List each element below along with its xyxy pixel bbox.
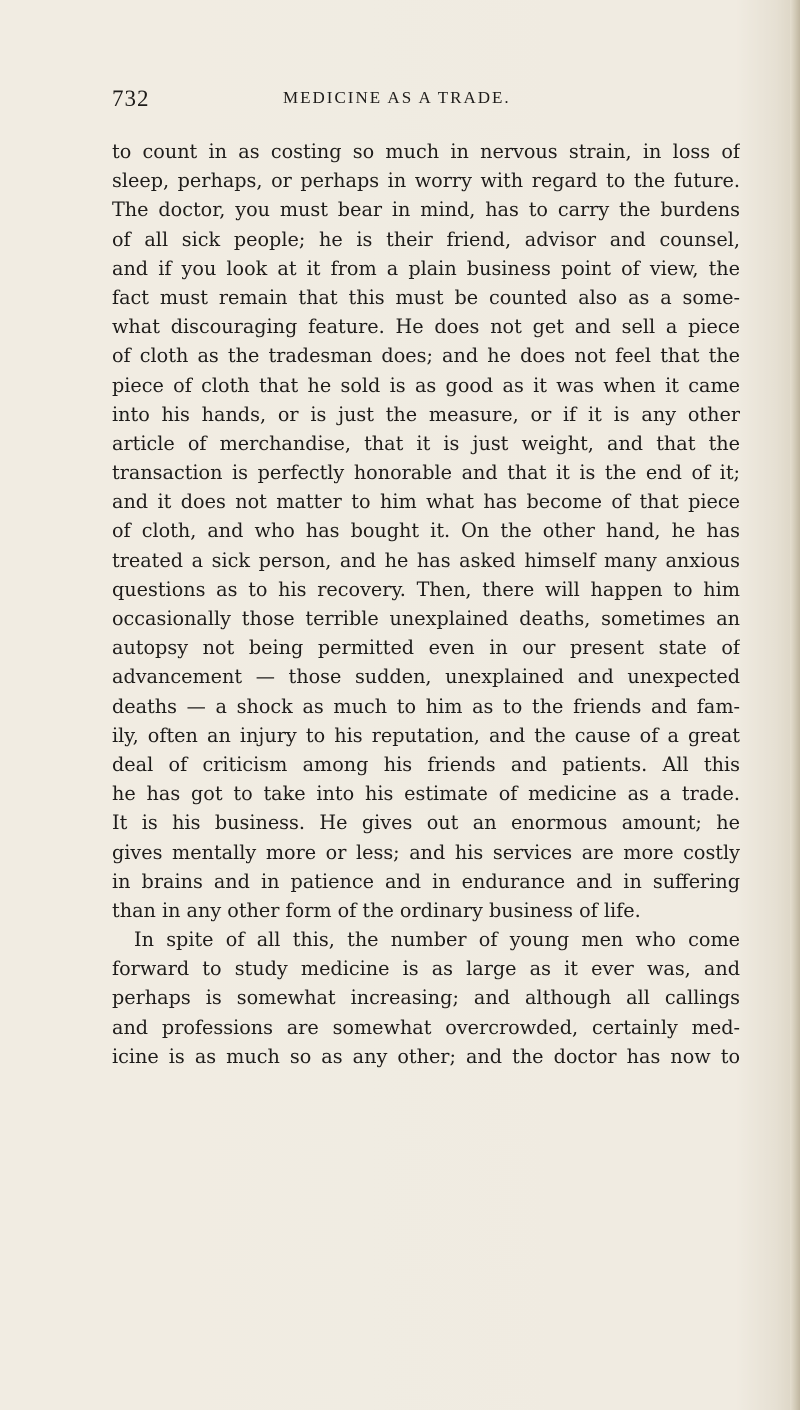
text-line: than in any other form of the ordinary business of life.: [112, 898, 641, 922]
text-line: ily, often an injury to his reputation, and the cause of a great: [112, 723, 740, 747]
text-line: what discouraging feature. He does not get and sell a piece: [112, 315, 740, 339]
text-line: and professions are somewhat overcrowded, certainly med-: [112, 1015, 740, 1039]
text-line: perhaps is somewhat increasing; and although all callings: [112, 986, 740, 1010]
text-line: article of merchandise, that it is just weight, and that the: [112, 431, 740, 455]
text-line: treated a sick person, and he has asked himself many anxious: [112, 548, 740, 572]
text-line: and if you look at it from a plain business point of view, the: [112, 256, 740, 280]
text-line: autopsy not being permitted even in our present state of: [112, 636, 740, 660]
text-line: of all sick people; he is their friend, advisor and counsel,: [112, 227, 740, 251]
body-text: [112, 137, 740, 1071]
text-line: in brains and in patience and in endurance and in suffering: [112, 869, 740, 893]
text-line: piece of cloth that he sold is as good as it was when it came: [112, 373, 740, 397]
page-edge-shadow: [790, 0, 800, 1410]
text-line: into his hands, or is just the measure, or if it is any other: [112, 402, 740, 426]
text-line: deaths — a shock as much to him as to the friends and fam-: [112, 694, 740, 718]
text-line: gives mentally more or less; and his services are more costly: [112, 840, 740, 864]
text-line: to count in as costing so much in nervous strain, in loss of: [112, 140, 740, 163]
text-line: advancement — those sudden, unexplained and unexpected: [112, 665, 740, 689]
page-number: 732: [112, 86, 150, 111]
text-line: deal of criticism among his friends and patients. All this: [112, 752, 740, 776]
text-line: It is his business. He gives out an enormous amount; he: [112, 811, 740, 835]
text-line: transaction is perfectly honorable and that it is the end of it;: [112, 461, 740, 485]
text-line: forward to study medicine is as large as it ever was, and: [112, 957, 740, 981]
page-header: [112, 86, 742, 116]
running-head: MEDICINE AS A TRADE.: [283, 88, 511, 107]
text-line: sleep, perhaps, or perhaps in worry with regard to the future.: [112, 169, 740, 193]
text-line: of cloth, and who has bought it. On the other hand, he has: [112, 519, 740, 543]
text-line: icine is as much so as any other; and the doctor has now to: [112, 1044, 740, 1068]
text-line: fact must remain that this must be counted also as a some-: [112, 285, 740, 309]
text-line: and it does not matter to him what has become of that piece: [112, 490, 740, 514]
text-line: of cloth as the tradesman does; and he does not feel that the: [112, 344, 740, 368]
text-line: The doctor, you must bear in mind, has to carry the burdens: [112, 198, 740, 222]
text-line: questions as to his recovery. Then, there will happen to him: [112, 577, 740, 601]
text-line: he has got to take into his estimate of medicine as a trade.: [112, 782, 740, 806]
text-line: occasionally those terrible unexplained deaths, sometimes an: [112, 607, 740, 630]
text-line: In spite of all this, the number of young men who come: [134, 928, 740, 952]
